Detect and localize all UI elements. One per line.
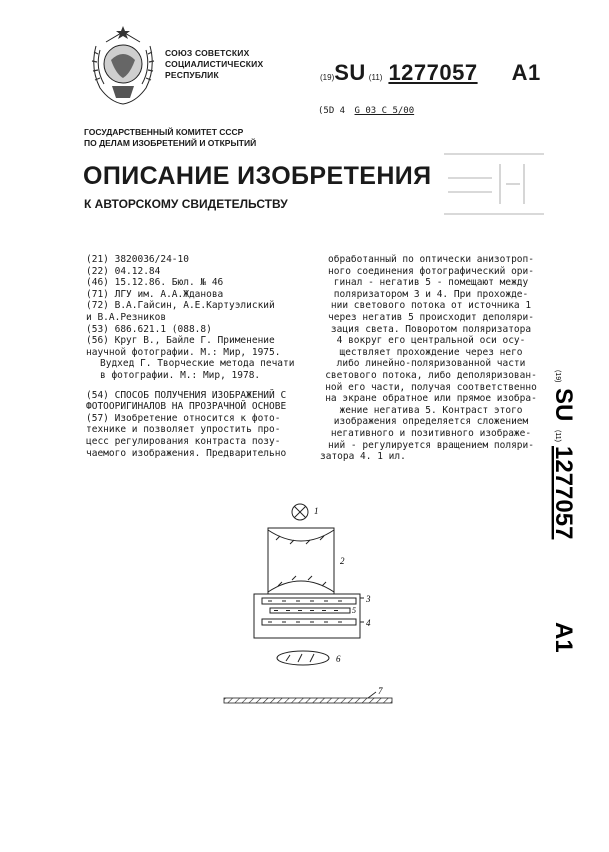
vertical-publication-number — [546, 366, 582, 666]
biblio-line: научной фотографии. М.: Мир, 1975. — [86, 346, 281, 358]
biblio-line: (46) 15.12.86. Бюл. № 46 — [86, 277, 224, 289]
biblio-line — [86, 382, 322, 390]
label-light-source: 1 — [314, 506, 319, 516]
ipc-code: G 03 C 5/00 — [354, 106, 415, 116]
abstract-line: затора 4. 1 ил. — [320, 451, 406, 463]
vertical-kind: A1 — [550, 622, 577, 653]
label-lens: 6 — [336, 654, 341, 664]
abstract-line: гинал - негатив 5 - помещают между — [333, 277, 529, 289]
abstract-line: жение негатива 5. Контраст этого — [339, 404, 523, 416]
union-line: СОЮЗ СОВЕТСКИХ — [165, 48, 250, 58]
label-polarizer-4: 4 — [366, 618, 371, 628]
bibliographic-column — [86, 254, 322, 459]
patent-kind: A1 — [511, 60, 541, 85]
biblio-line: (57) Изобретение относится к фото- — [86, 412, 281, 424]
biblio-line: (56) Круг В., Байле Г. Применение — [86, 335, 275, 347]
biblio-line: технике и позволяет упростить про- — [86, 424, 281, 436]
abstract-line: нии светового потока от источника 1 — [330, 300, 532, 312]
patent-number: 1277057 — [388, 60, 478, 85]
library-stamp-icon — [440, 148, 548, 222]
biblio-line: (53) 686.621.1 (088.8) — [86, 323, 212, 335]
vertical-country: SU — [550, 388, 577, 422]
abstract-column — [316, 254, 546, 463]
screen-icon — [224, 692, 392, 703]
committee-line: ПО ДЕЛАМ ИЗОБРЕТЕНИЙ И ОТКРЫТИЙ — [84, 138, 257, 148]
biblio-line: чаемого изображения. Предварительно — [86, 447, 287, 459]
abstract-line: светового потока, либо деполяризован- — [325, 369, 537, 381]
abstract-line: поляризатором 3 и 4. При прохожде- — [333, 288, 529, 300]
biblio-line: цесс регулирования контраста позу- — [86, 435, 281, 447]
biblio-line: ФОТООРИГИНАЛОВ НА ПРОЗРАЧНОЙ ОСНОВЕ — [86, 401, 287, 413]
abstract-line: либо линейно-поляризованной части — [336, 358, 526, 370]
condenser-icon — [268, 528, 334, 594]
objective-lens-icon — [277, 651, 329, 665]
abstract-line: ного соединения фотографический ори- — [328, 265, 534, 277]
abstract-line: обработанный по оптически анизотроп- — [328, 254, 534, 265]
committee-line: ГОСУДАРСТВЕННЫЙ КОМИТЕТ СССР — [84, 127, 244, 137]
union-line: СОЦИАЛИСТИЧЕСКИХ — [165, 59, 264, 69]
abstract-line: ществляет прохождение через него — [339, 346, 523, 358]
biblio-line: (21) 3820036/24-10 — [86, 254, 189, 265]
vertical-number: 1277057 — [550, 446, 577, 540]
abstract-line: зация света. Поворотом поляризатора — [330, 323, 532, 335]
country-code: SU — [334, 60, 366, 85]
biblio-line: (54) СПОСОБ ПОЛУЧЕНИЯ ИЗОБРАЖЕНИЙ С — [86, 389, 287, 401]
code-19: (19) — [320, 73, 335, 82]
abstract-line: через негатив 5 происходит деполяри- — [328, 311, 534, 323]
abstract-line: ной его части, получая соответственно — [325, 381, 537, 393]
abstract-line: изображения определяется сложением — [333, 416, 529, 428]
vertical-code-11: (11) — [554, 430, 561, 442]
biblio-line: (71) ЛГУ им. А.А.Жданова — [86, 288, 224, 300]
vertical-code-19: (19) — [554, 370, 561, 383]
abstract-line: 4 вокруг его центральной оси осу- — [336, 335, 526, 347]
biblio-line: (72) В.А.Гайсин, А.Е.Картуэлиский — [86, 300, 275, 312]
biblio-line: Вудхед Г. Творческие метода печати в фотографии. М.: Мир, 1978. — [100, 358, 295, 381]
union-line: РЕСПУБЛИК — [165, 70, 219, 80]
code-11: (11) — [368, 73, 383, 82]
document-title: ОПИСАНИЕ ИЗОБРЕТЕНИЯ — [83, 162, 432, 190]
label-screen: 7 — [378, 686, 383, 696]
polarizer-stack-icon — [254, 594, 364, 638]
label-polarizer-3: 3 — [366, 594, 371, 604]
light-source-icon — [292, 504, 308, 520]
abstract-line: ний - регулируется вращением поляри- — [328, 439, 534, 451]
optical-scheme-figure — [210, 494, 406, 708]
abstract-line: на экране обратное или прямое изобра- — [325, 393, 537, 405]
ipc-label: (5D 4 — [318, 106, 346, 116]
publication-number — [320, 60, 541, 86]
document-subtitle: К АВТОРСКОМУ СВИДЕТЕЛЬСТВУ — [84, 197, 288, 211]
biblio-line: и В.А.Резников — [86, 311, 167, 323]
abstract-line: негативного и позитивного изображе- — [330, 427, 532, 439]
ipc-classification — [318, 106, 414, 116]
ussr-emblem-icon — [86, 24, 160, 108]
label-condenser: 2 — [340, 556, 345, 566]
biblio-line: (22) 04.12.84 — [86, 265, 161, 277]
label-negative-5: 5 — [352, 606, 356, 615]
